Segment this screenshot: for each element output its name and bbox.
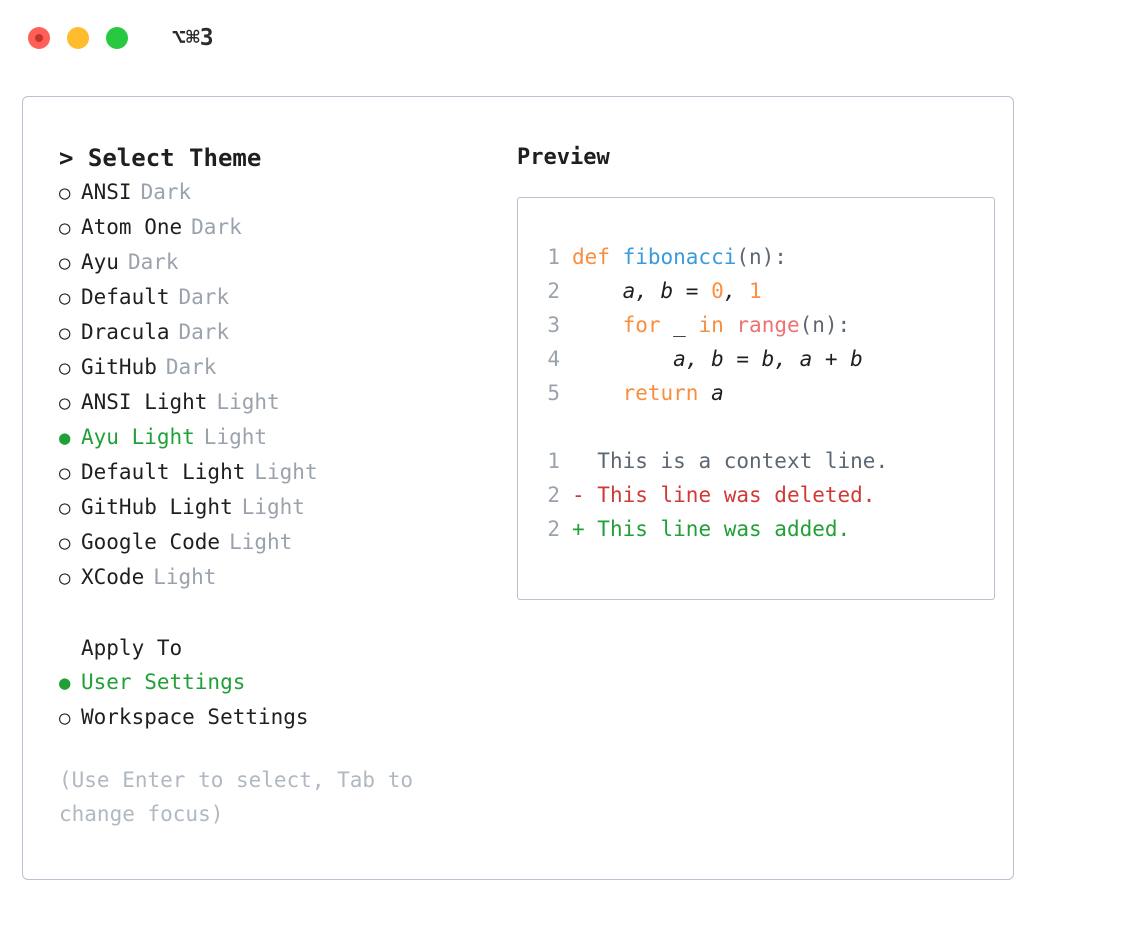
theme-option[interactable] — [59, 560, 499, 595]
code-token: a, b = — [572, 279, 712, 303]
theme-option[interactable] — [59, 525, 499, 560]
code-token — [724, 313, 737, 337]
apply-to-list — [59, 665, 499, 735]
theme-option-variant: Light — [229, 530, 293, 554]
window-title: ⌥⌘3 — [172, 25, 214, 51]
theme-option[interactable] — [59, 350, 499, 385]
code-sample — [538, 240, 994, 410]
zoom-button[interactable] — [106, 27, 128, 49]
theme-option-label: ANSI — [81, 180, 132, 204]
theme-option-label: XCode — [81, 565, 145, 589]
code-token: , — [723, 279, 750, 303]
preview-heading: Preview — [517, 145, 610, 170]
apply-to-option-label: User Settings — [81, 670, 246, 694]
diff-marker: + — [572, 517, 585, 541]
diff-text: This is a context line. — [584, 449, 889, 473]
keyboard-hint: (Use Enter to select, Tab to change focus) — [59, 768, 426, 826]
theme-option[interactable] — [59, 385, 499, 420]
theme-option-label: GitHub Light — [81, 495, 233, 519]
code-token: 1 — [749, 279, 762, 303]
code-line — [538, 308, 994, 342]
diff-line — [538, 512, 994, 546]
diff-text: This line was deleted. — [584, 483, 876, 507]
radio-unselected-icon: ○ — [59, 357, 71, 379]
theme-option-label: Default — [81, 285, 170, 309]
apply-to-option-label: Workspace Settings — [81, 705, 309, 729]
radio-unselected-icon: ○ — [59, 392, 71, 414]
preview-box — [517, 197, 995, 600]
diff-sample — [538, 444, 994, 546]
code-spacer — [538, 410, 994, 444]
apply-to-option[interactable] — [59, 700, 499, 735]
theme-option[interactable] — [59, 420, 499, 455]
theme-option-variant: Dark — [191, 215, 242, 239]
preview-column — [517, 141, 1017, 600]
diff-line — [538, 444, 994, 478]
code-token: (n): — [799, 313, 851, 337]
radio-unselected-icon: ○ — [59, 182, 71, 204]
theme-option-variant: Dark — [140, 180, 192, 204]
code-token: return — [622, 381, 699, 405]
code-token: in — [698, 313, 724, 337]
theme-option-variant: Light — [203, 425, 268, 449]
theme-option[interactable] — [59, 280, 499, 315]
main-panel — [22, 96, 1014, 880]
code-line — [538, 376, 994, 410]
radio-unselected-icon: ○ — [59, 462, 71, 484]
theme-option[interactable] — [59, 455, 499, 490]
radio-unselected-icon: ○ — [59, 287, 71, 309]
radio-selected-icon: ● — [59, 427, 71, 449]
radio-unselected-icon: ○ — [59, 497, 71, 519]
theme-list — [59, 175, 499, 595]
code-token: 0 — [711, 279, 724, 303]
code-token: for — [622, 313, 661, 337]
theme-option-variant: Dark — [178, 285, 230, 309]
code-line — [538, 342, 994, 376]
code-token: a — [698, 381, 724, 405]
theme-option[interactable] — [59, 490, 499, 525]
theme-option-variant: Dark — [165, 355, 217, 379]
diff-line — [538, 478, 994, 512]
theme-option-variant: Light — [241, 495, 305, 519]
radio-unselected-icon: ○ — [59, 322, 71, 344]
select-theme-heading: > Select Theme — [59, 144, 262, 172]
line-number: 4 — [547, 347, 560, 371]
line-number: 1 — [547, 245, 560, 269]
theme-option-label: ANSI Light — [81, 390, 208, 414]
theme-option[interactable] — [59, 175, 499, 210]
theme-option-label: Dracula — [81, 320, 170, 344]
theme-option-label: Default Light — [81, 460, 246, 484]
theme-option-label: GitHub — [81, 355, 157, 379]
line-number: 2 — [547, 279, 560, 303]
code-token: fibonacci — [622, 245, 737, 269]
code-token: a, b = b, a + b — [572, 347, 863, 371]
code-line — [538, 274, 994, 308]
theme-option[interactable] — [59, 210, 499, 245]
minimize-button[interactable] — [67, 27, 89, 49]
radio-unselected-icon: ○ — [59, 567, 71, 589]
theme-option-label: Atom One — [81, 215, 183, 239]
line-number: 2 — [547, 517, 560, 541]
line-number: 2 — [547, 483, 560, 507]
radio-unselected-icon: ○ — [59, 252, 71, 274]
theme-option-variant: Light — [153, 565, 217, 589]
theme-option-label: Ayu — [81, 250, 119, 274]
code-token: (n): — [736, 245, 787, 269]
apply-to-option[interactable] — [59, 665, 499, 700]
radio-unselected-icon: ○ — [59, 707, 71, 729]
theme-option-label: Google Code — [81, 530, 221, 554]
theme-option-variant: Light — [216, 390, 280, 414]
title-bar — [0, 0, 1140, 76]
theme-option-variant: Light — [254, 460, 318, 484]
theme-option-variant: Dark — [127, 250, 179, 274]
code-token — [572, 381, 623, 405]
line-number: 3 — [547, 313, 560, 337]
theme-option-label: Ayu Light — [81, 425, 195, 449]
panel-content — [39, 141, 1013, 879]
close-button[interactable] — [28, 27, 50, 49]
diff-marker: - — [572, 483, 585, 507]
diff-text: This line was added. — [584, 517, 851, 541]
theme-option[interactable] — [59, 315, 499, 350]
radio-selected-icon: ● — [59, 672, 71, 694]
code-token: def — [572, 245, 623, 269]
line-number: 1 — [547, 449, 560, 473]
code-token: _ — [660, 313, 699, 337]
theme-selector-column — [59, 141, 499, 831]
code-line — [538, 240, 994, 274]
line-number: 5 — [547, 381, 560, 405]
theme-option[interactable] — [59, 245, 499, 280]
code-token — [572, 313, 623, 337]
radio-unselected-icon: ○ — [59, 217, 71, 239]
apply-to-heading: Apply To — [81, 636, 183, 660]
code-token: range — [736, 313, 800, 337]
diff-marker — [572, 449, 585, 473]
radio-unselected-icon: ○ — [59, 532, 71, 554]
theme-option-variant: Dark — [178, 320, 230, 344]
